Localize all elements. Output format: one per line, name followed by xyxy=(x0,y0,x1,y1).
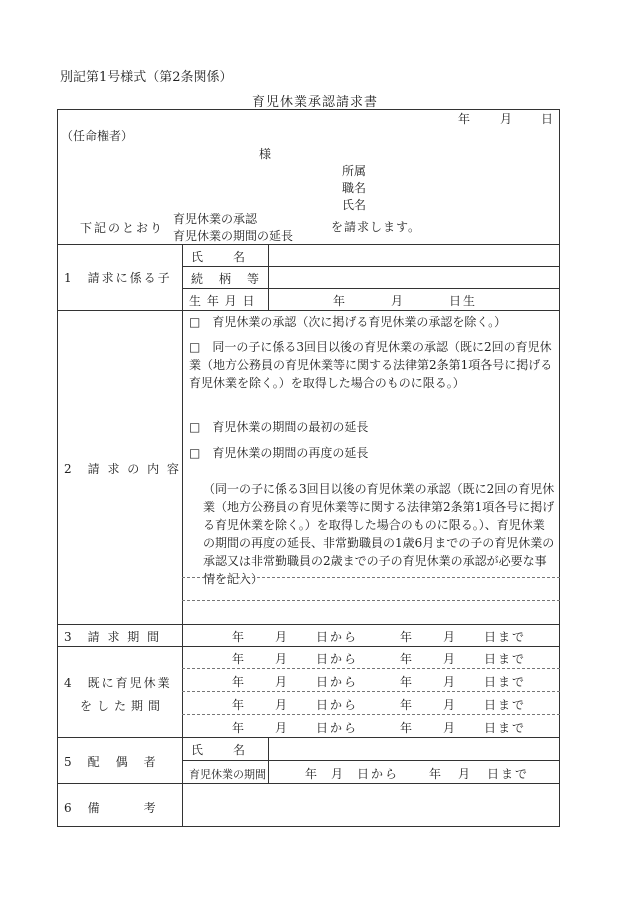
spouse-to-year: 年 xyxy=(429,767,442,781)
birth-year: 年 xyxy=(333,294,346,308)
request-period-to-month: 月 xyxy=(443,630,456,644)
spouse-from-month: 月 xyxy=(331,767,344,781)
child-birth-label: 生 年 月 日 xyxy=(189,294,256,308)
section4-label-line2: をした期間 xyxy=(80,699,166,713)
prior-period-3-to-month: 月 xyxy=(443,698,456,712)
prior-period-3-to-year: 年 xyxy=(400,698,413,712)
prior-period-2-from-year: 年 xyxy=(232,675,245,689)
option-approval: 育児休業の承認 xyxy=(173,212,258,226)
request-suffix: を請求します。 xyxy=(331,220,422,234)
spouse-from: 日から xyxy=(357,767,400,781)
section5-label: 5 配 偶 者 xyxy=(64,755,158,769)
prior-period-1-to: 日まで xyxy=(484,652,527,666)
request-period-from-month: 月 xyxy=(275,630,288,644)
prior-period-3-from-month: 月 xyxy=(275,698,288,712)
content-option-2[interactable]: □ 同一の子に係る3回目以後の育児休業の承認（既に2回の育児休業（地方公務員の育児休業等に関する法律第2条第1項各号に掲げる育児休業を除く。）を取得した場合のものに限る。） xyxy=(189,340,553,390)
birth-month: 月 xyxy=(391,294,404,308)
position-label: 職名 xyxy=(342,181,367,195)
reason-field-2[interactable] xyxy=(184,601,559,623)
prior-period-1-from: 日から xyxy=(316,652,359,666)
appointer-label: （任命権者） xyxy=(61,129,134,143)
applicant-name-label: 氏名 xyxy=(342,198,367,212)
birth-day: 日生 xyxy=(449,294,478,308)
date-month: 月 xyxy=(500,112,513,126)
request-period-to: 日まで xyxy=(484,630,527,644)
content-option-3[interactable]: □ 育児休業の期間の最初の延長 xyxy=(189,420,369,434)
spouse-name-field[interactable] xyxy=(270,738,559,759)
prior-period-3-to: 日まで xyxy=(484,698,527,712)
child-relation-label: 続 柄 等 xyxy=(191,272,262,286)
content-note: （同一の子に係る3回目以後の育児休業の承認（既に2回の育児休業（地方公務員の育児休業等に関する法律第2条第1項各号に掲げる育児休業を除く。）を取得した場合のものに限る。）、育児休業の期間の再度の延長、非常勤職員の1歳6月までの子の育児休業の承認又は非常勤職員の2歳までの子の育児休業の承認が必要な事情を記入） xyxy=(203,482,555,586)
request-period-to-year: 年 xyxy=(400,630,413,644)
reason-field-1[interactable] xyxy=(184,578,559,599)
request-prefix: 下記のとおり xyxy=(80,221,165,235)
content-option-1[interactable]: □ 育児休業の承認（次に掲げる育児休業の承認を除く。） xyxy=(189,315,507,329)
spouse-to: 日まで xyxy=(487,767,530,781)
spouse-leave-label: 育児休業の期間 xyxy=(189,768,266,781)
prior-period-4-from-month: 月 xyxy=(275,721,288,735)
request-period-from-year: 年 xyxy=(232,630,245,644)
section4-label-line1: 4 既に育児休業 xyxy=(64,676,172,690)
child-name-field[interactable] xyxy=(270,245,559,266)
prior-period-3-from: 日から xyxy=(316,698,359,712)
prior-period-1-to-month: 月 xyxy=(443,652,456,666)
spouse-name-label: 氏 名 xyxy=(191,743,248,757)
prior-period-2-to-month: 月 xyxy=(443,675,456,689)
prior-period-2-from: 日から xyxy=(316,675,359,689)
affiliation-label: 所属 xyxy=(342,164,367,178)
section1-label: 1 請求に係る子 xyxy=(64,271,172,285)
section6-label: 6 備 考 xyxy=(64,801,158,815)
remarks-field[interactable] xyxy=(184,785,559,825)
prior-period-4-from: 日から xyxy=(316,721,359,735)
section2-label: 2 請 求 の 内 容 xyxy=(64,462,181,476)
prior-period-1-to-year: 年 xyxy=(400,652,413,666)
prior-period-4-from-year: 年 xyxy=(232,721,245,735)
child-name-label: 氏 名 xyxy=(191,250,248,264)
content-option-4[interactable]: □ 育児休業の期間の再度の延長 xyxy=(189,446,369,460)
date-day: 日 xyxy=(541,112,554,126)
page-title: 育児休業承認請求書 xyxy=(251,95,378,110)
request-period-from: 日から xyxy=(316,630,359,644)
honorific-label: 様 xyxy=(259,147,272,161)
prior-period-2-to-year: 年 xyxy=(400,675,413,689)
prior-period-4-to: 日まで xyxy=(484,721,527,735)
prior-period-2-from-month: 月 xyxy=(275,675,288,689)
child-relation-field[interactable] xyxy=(270,267,559,288)
prior-period-2-to: 日まで xyxy=(484,675,527,689)
prior-period-4-to-year: 年 xyxy=(400,721,413,735)
prior-period-1-from-month: 月 xyxy=(275,652,288,666)
option-extension: 育児休業の期間の延長 xyxy=(173,229,294,243)
prior-period-4-to-month: 月 xyxy=(443,721,456,735)
date-year: 年 xyxy=(458,112,471,126)
section3-label: 3 請 求 期 間 xyxy=(64,630,162,644)
spouse-to-month: 月 xyxy=(458,767,471,781)
prior-period-3-from-year: 年 xyxy=(232,698,245,712)
prior-period-1-from-year: 年 xyxy=(232,652,245,666)
form-label: 別記第1号様式（第2条関係） xyxy=(60,70,233,85)
spouse-from-year: 年 xyxy=(305,767,318,781)
